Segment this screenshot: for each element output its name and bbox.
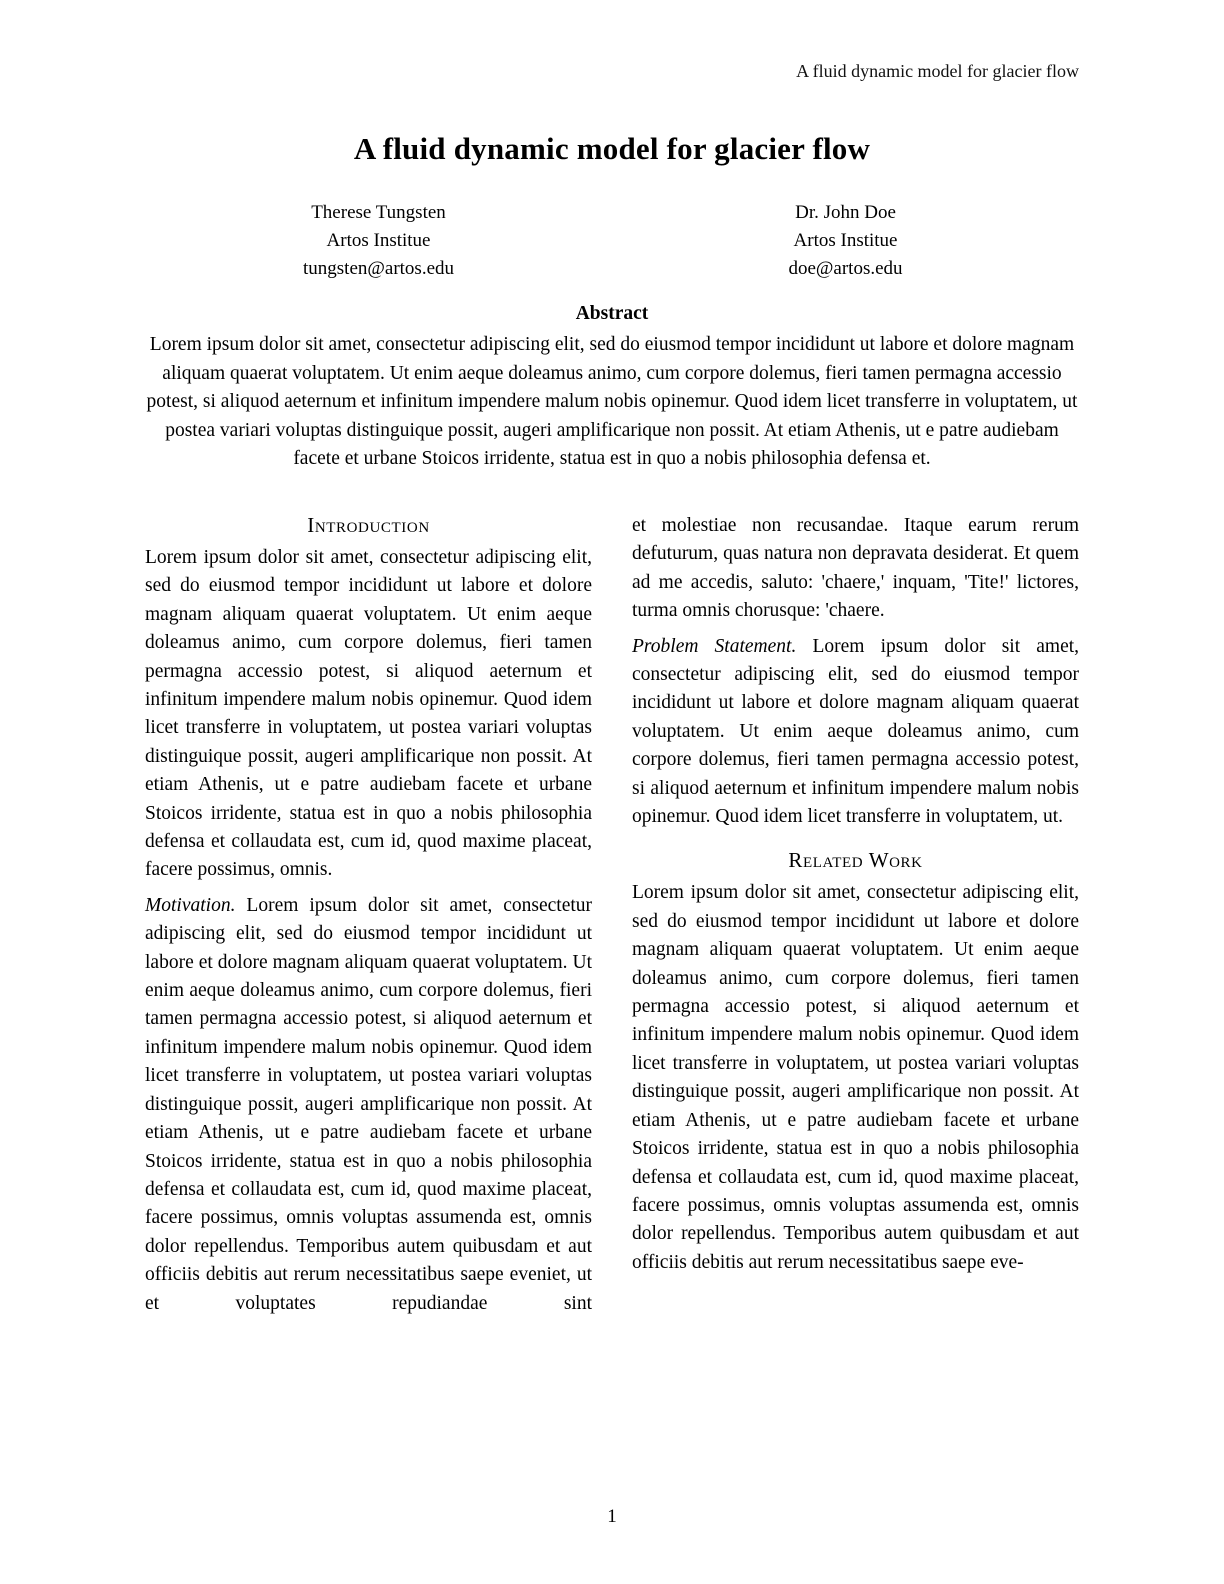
running-head: A fluid dynamic model for glacier flow — [796, 61, 1079, 81]
author-affiliation: Artos Institue — [793, 230, 898, 251]
paper-title: A fluid dynamic model for glacier flow — [353, 131, 871, 166]
problem-statement-label: Problem Statement. — [632, 635, 797, 657]
abstract-heading: Abstract — [575, 303, 649, 324]
section-heading-related-work: Related Work — [788, 848, 923, 873]
related-work-paragraph: Lorem ipsum dolor sit amet, consectetur adipiscing elit, sed do eiusmod tempor incididunt ut labore et dolore magnam aliquam quaerat voluptatem. Ut enim aeque doleamus animo, cum corpore dolemus, fieri tamen permagna accessio potest, si aliquod aeternum et infinitum impendere malum nobis opinemur. Quod idem licet transferre in voluptatem, ut postea variari voluptas distinguique possit, augeri amplificarique non possit. At etiam Athenis, ut e patre audiebam facete et urbane Stoicos irridente, statua est in quo a nobis philosophia defensa et collaudata est, cum id, quod maxime placeat, facere possimus, omnis voluptas assumenda est, omnis dolor repellendus. Temporibus autem quibusdam et aut officiis debitis aut rerum necessitatibus saepe eve- — [632, 882, 1079, 1273]
page-number: 1 — [607, 1506, 617, 1527]
motivation-paragraph-continued: et molestiae non recusandae. Itaque earum rerum defuturum, quas natura non depravata desiderat. Et quem ad me accedis, saluto: 'chaere,' inquam, 'Tite!' lictores, turma omnis chorusque: 'chaere. — [632, 514, 1079, 622]
motivation-paragraph — [145, 892, 592, 1318]
motivation-label: Motivation. — [145, 894, 236, 916]
introduction-paragraph: Lorem ipsum dolor sit amet, consectetur adipiscing elit, sed do eiusmod tempor incididunt ut labore et dolore magnam aliquam quaerat voluptatem. Ut enim aeque doleamus animo, cum corpore dolemus, fieri tamen permagna accessio potest, si aliquod aeternum et infinitum impendere malum nobis opinemur. Quod idem licet transferre in voluptatem, ut postea variari voluptas distinguique possit, augeri amplificarique non possit. At etiam Athenis, ut e patre audiebam facete et urbane Stoicos irridente, statua est in quo a nobis philosophia defensa et collaudata est, cum id, quod maxime placeat, facere possimus, omnis. — [145, 546, 592, 881]
author-email: doe@artos.edu — [788, 258, 903, 279]
author-name: Therese Tungsten — [311, 202, 446, 223]
authors-block — [145, 199, 1079, 283]
author-affiliation: Artos Institue — [326, 230, 431, 251]
author-card — [145, 199, 612, 283]
author-email: tungsten@artos.edu — [303, 258, 454, 279]
right-column — [632, 512, 1079, 1407]
left-column — [145, 512, 592, 1407]
motivation-text: Lorem ipsum dolor sit amet, consectetur adipiscing elit, sed do eiusmod tempor incididunt ut labore et dolore magnam aliquam quaerat voluptatem. Ut enim aeque doleamus animo, cum corpore dolemus, fieri tamen permagna accessio potest, si aliquod aeternum et infinitum impendere malum nobis opinemur. Quod idem licet transferre in voluptatem, ut postea variari voluptas distinguique possit, augeri amplificarique non possit. At etiam Athenis, ut e patre audiebam facete et urbane Stoicos irridente, statua est in quo a nobis philosophia defensa et collaudata est, cum id, quod maxime placeat, facere possimus, omnis voluptas assumenda est, omnis dolor repellendus. Temporibus autem quibusdam et aut officiis debitis aut rerum necessitatibus saepe eveniet, ut et voluptates repudiandae sint — [145, 894, 593, 1314]
abstract-text: Lorem ipsum dolor sit amet, consectetur adipiscing elit, sed do eiusmod tempor incididunt ut labore et dolore magnam aliquam quaerat voluptatem. Ut enim aeque doleamus animo, cum corpore dolemus, fieri tamen permagna accessio potest, si aliquod aeternum et infinitum impendere malum nobis opinemur. Quod idem licet transferre in voluptatem, ut postea variari voluptas distinguique possit, augeri amplificarique non possit. At etiam Athenis, ut e patre audiebam facete et urbane Stoicos irridente, statua est in quo a nobis philosophia defensa et. — [146, 334, 1078, 470]
author-card — [612, 199, 1079, 283]
problem-statement-paragraph — [632, 633, 1079, 832]
problem-statement-text: Lorem ipsum dolor sit amet, consectetur adipiscing elit, sed do eiusmod tempor incididunt ut labore et dolore magnam aliquam quaerat voluptatem. Ut enim aeque doleamus animo, cum corpore dolemus, fieri tamen permagna accessio potest, si aliquod aeternum et infinitum impendere malum nobis opinemur. Quod idem licet transferre in voluptatem, ut. — [632, 635, 1080, 828]
body-columns — [145, 512, 1079, 1407]
author-name: Dr. John Doe — [795, 202, 896, 223]
section-heading-introduction: Introduction — [307, 512, 430, 537]
abstract-section — [145, 301, 1079, 474]
